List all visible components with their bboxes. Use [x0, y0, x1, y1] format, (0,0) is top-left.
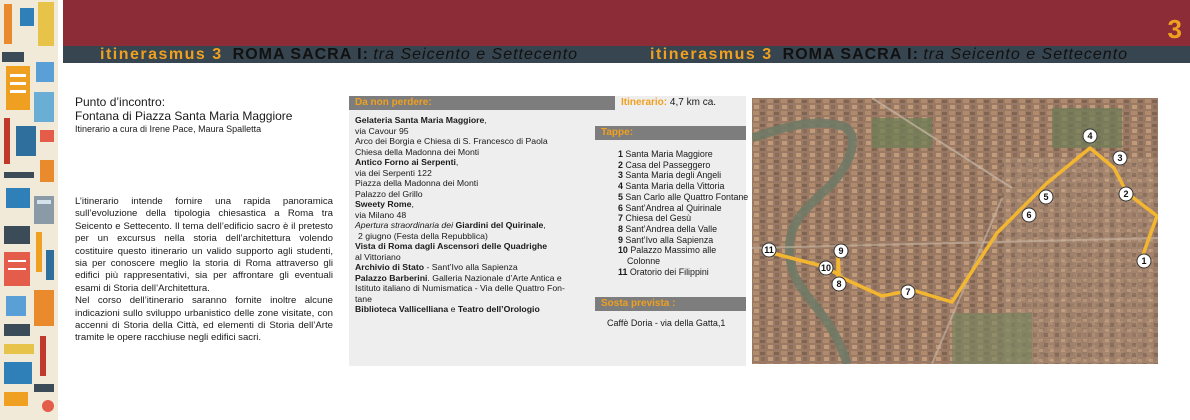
- triangle-ruler-icon: [34, 92, 54, 122]
- curators: Itinerario a cura di Irene Pace, Maura Spalletta: [75, 124, 262, 134]
- eraser2-icon: [4, 392, 28, 406]
- scissors2-icon: [4, 226, 30, 244]
- glasses-icon: [4, 324, 30, 336]
- svg-text:8: 8: [836, 279, 842, 289]
- svg-text:4: 4: [1087, 131, 1093, 141]
- description-paragraph: Nel corso dell’itinerario saranno fornite inoltre alcune indicazioni sullo sviluppo urbanistico delle zone visitate, con accenni di Storia della Città, ed elementi di Storia dell’Arte tramite le opere racchiuse negli edifici sacri.: [75, 295, 333, 344]
- stop-item: Colonne: [627, 256, 661, 267]
- svg-text:10: 10: [820, 263, 832, 273]
- title-italic: tra Seicento e Settecento: [373, 46, 579, 63]
- compass-icon: [20, 8, 34, 26]
- stop-item: 6 Sant’Andrea al Quirinale: [618, 202, 722, 213]
- title-main: ROMA SACRA I:: [782, 46, 919, 63]
- map-marker-10: [819, 261, 833, 275]
- svg-text:1: 1: [1141, 256, 1147, 266]
- meeting-label: Punto d’incontro:: [75, 95, 166, 109]
- map-marker-11: [762, 243, 776, 257]
- list-item: 2 giugno (Festa della Repubblica): [358, 230, 488, 241]
- stops-list: [618, 149, 748, 277]
- itinerary-tag: itinerasmus 3: [100, 46, 223, 63]
- svg-text:7: 7: [905, 287, 911, 297]
- list-item: Gelateria Santa Maria Maggiore,: [355, 115, 487, 125]
- svg-text:6: 6: [1026, 210, 1032, 220]
- map-marker-1: [1137, 254, 1151, 268]
- list-item: Istituto italiano di Numismatica - Via delle Quattro Fon-: [355, 283, 565, 293]
- header-band: [63, 0, 1190, 46]
- sharpener-icon: [40, 160, 54, 182]
- marker-icon: [4, 118, 10, 164]
- header-title-left: [100, 45, 578, 64]
- non-perdere-list: [355, 115, 565, 315]
- pencil-icon: [4, 4, 12, 44]
- meeting-place: Fontana di Piazza Santa Maria Maggiore: [75, 109, 293, 123]
- list-item: Antico Forno ai Serpenti,: [355, 157, 459, 167]
- itinerary-tag: itinerasmus 3: [650, 46, 773, 63]
- map-marker-3: [1113, 151, 1127, 165]
- list-item: tane: [355, 293, 372, 304]
- tape-icon: [6, 296, 26, 316]
- route-map: [752, 98, 1158, 364]
- park: [952, 313, 1032, 364]
- folder-icon: [4, 362, 32, 384]
- stop-item: 8 Sant’Andrea della Valle: [618, 223, 718, 234]
- list-item: via Cavour 95: [355, 125, 409, 136]
- decorative-strip: [0, 0, 58, 420]
- stop-item: 11 Oratorio dei Filippini: [618, 266, 709, 277]
- paper-plane-icon: [36, 62, 54, 82]
- itinerary-length: [621, 96, 716, 110]
- clip-icon: [46, 250, 54, 280]
- scissors-icon: [2, 52, 24, 62]
- stop-item: 9 Sant’Ivo alla Sapienza: [618, 234, 714, 245]
- section-header-non-perdere: Da non perdere:: [349, 96, 615, 110]
- list-item: Piazza della Madonna dei Monti: [355, 178, 479, 188]
- map-marker-6: [1022, 208, 1036, 222]
- map-marker-5: [1039, 190, 1053, 204]
- eraser-icon: [40, 130, 54, 142]
- list-item: Sweety Rome,: [355, 199, 414, 209]
- meeting-point: [75, 95, 345, 135]
- stop-item: 7 Chiesa del Gesù: [618, 213, 692, 224]
- svg-text:11: 11: [764, 245, 774, 255]
- list-item: via Milano 48: [355, 209, 407, 220]
- map-canvas: [752, 98, 1158, 364]
- list-item: Vista di Roma dagli Ascensori delle Quadrighe: [355, 241, 548, 251]
- description-paragraph: L’itinerario intende fornire una rapida panoramica sull’evoluzione della tipologia chiesastica a Roma tra Seicento e Settecento. Il tema dell’edificio sacro è il pretesto per un excursus nella storia dell’architettura volendo costituire questo itinerario un valido supporto agli studenti, sia per conoscere meglio la storia di Roma attraverso gli edifici più rappresentativi, sia per affrontare gli eventuali esami di Storia dell’Architettura.: [75, 196, 333, 294]
- pencil3-icon: [34, 384, 54, 392]
- svg-text:2: 2: [1123, 189, 1129, 199]
- svg-text:5: 5: [1043, 192, 1049, 202]
- svg-text:9: 9: [838, 246, 844, 256]
- description: [75, 196, 333, 345]
- stationery-pattern: [0, 0, 58, 420]
- map-marker-4: [1083, 129, 1097, 143]
- list-item: via dei Serpenti 122: [355, 167, 432, 178]
- pen-icon: [4, 172, 34, 178]
- list-item: Chiesa della Madonna dei Monti: [355, 146, 480, 157]
- itinerary-value: 4,7 km ca.: [669, 97, 717, 108]
- list-item: Palazzo Barberini. Galleria Nazionale d’Arte Antica e: [355, 272, 562, 283]
- ruler2-icon: [4, 344, 34, 354]
- book-icon: [16, 126, 36, 156]
- page-number: 3: [1167, 14, 1182, 44]
- stop-item: 1 Santa Maria Maggiore: [618, 149, 713, 159]
- book2-icon: [34, 290, 54, 326]
- itinerary-label: Itinerario:: [621, 97, 668, 108]
- title-italic: tra Seicento e Settecento: [923, 46, 1129, 63]
- section-header-sosta: Sosta prevista :: [595, 297, 746, 311]
- list-item: Arco dei Borgia e Chiesa di S. Francesco di Paola: [355, 136, 548, 146]
- stop-item: 5 San Carlo alle Quattro Fontane: [618, 191, 749, 202]
- list-item: Archivio di Stato - Sant’Ivo alla Sapienza: [355, 262, 518, 272]
- stop-item: 10 Palazzo Massimo alle: [618, 245, 717, 256]
- ruler-icon: [38, 2, 54, 46]
- header-title-right: [650, 45, 1128, 64]
- svg-text:3: 3: [1117, 153, 1123, 163]
- stop-item: 3 Santa Maria degli Angeli: [618, 170, 722, 181]
- pen2-icon: [40, 336, 46, 376]
- list-item: Biblioteca Vallicelliana e Teatro dell’Orologio: [355, 304, 540, 314]
- sosta-value: Caffè Doria - via della Gatta,1: [607, 318, 726, 328]
- section-header-tappe: Tappe:: [595, 126, 746, 140]
- stop-item: 2 Casa del Passeggero: [618, 159, 711, 170]
- pencil2-icon: [36, 232, 42, 272]
- map-marker-7: [901, 285, 915, 299]
- title-main: ROMA SACRA I:: [232, 46, 369, 63]
- notebook-icon: [6, 66, 30, 110]
- map-marker-8: [832, 277, 846, 291]
- park: [872, 118, 932, 148]
- map-marker-2: [1119, 187, 1133, 201]
- stop-item: 4 Santa Maria della Vittoria: [618, 181, 725, 192]
- triangle-icon: [6, 188, 30, 208]
- map-marker-9: [834, 244, 848, 258]
- list-item: Apertura straordinaria dei Giardini del Quirinale,: [355, 220, 546, 230]
- list-item: Palazzo del Grillo: [355, 188, 423, 199]
- list-item: al Vittoriano: [355, 251, 401, 262]
